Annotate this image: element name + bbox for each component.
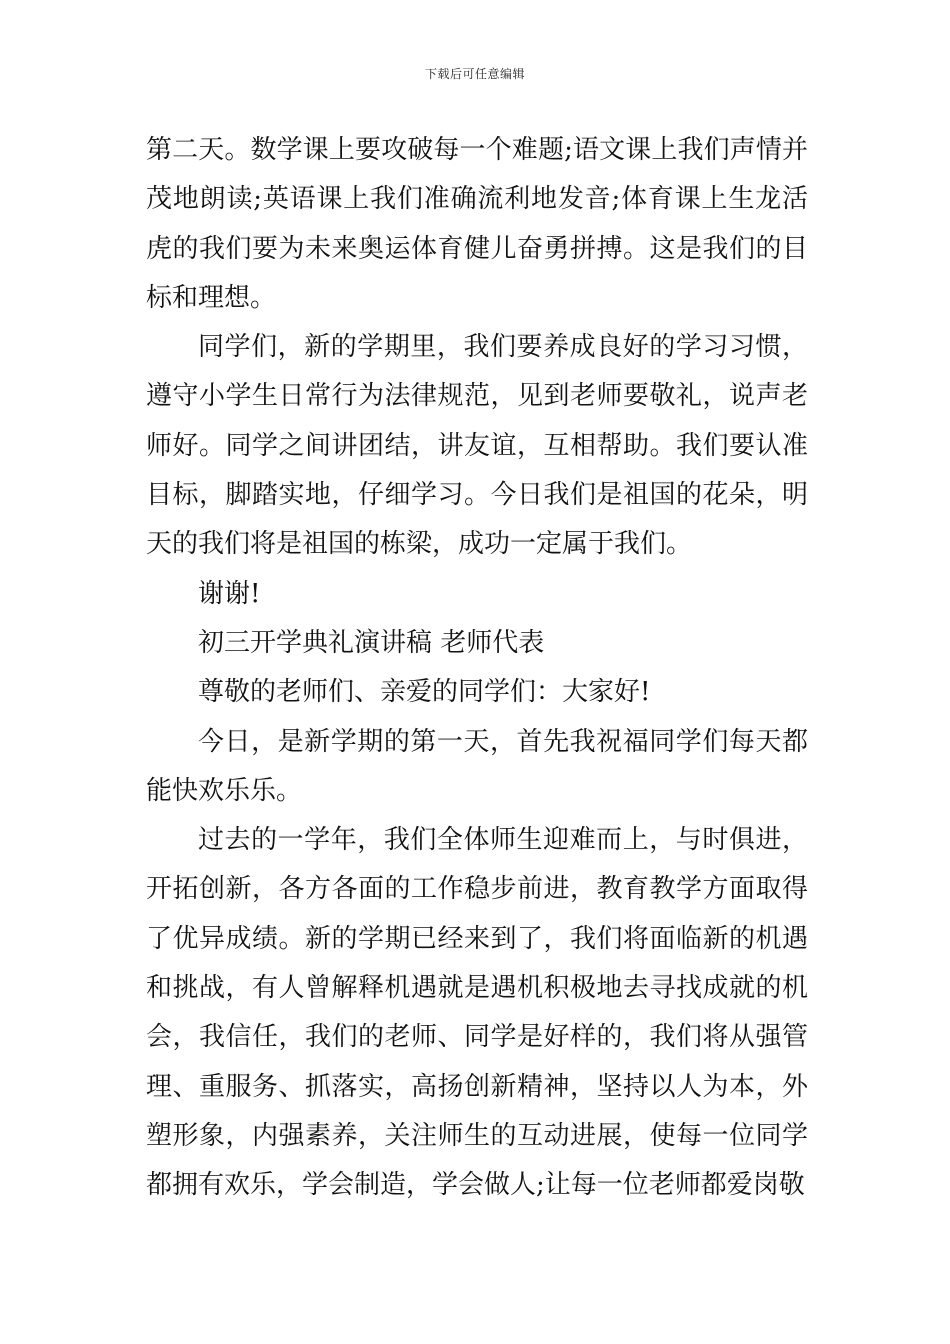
paragraph-3: 今日，是新学期的第一天，首先我祝福同学们每天都能快欢乐乐。 bbox=[146, 726, 808, 806]
paragraph-1: 第二天。数学课上要攻破每一个难题;语文课上我们声情并茂地朗读;英语课上我们准确流利地发音;体育课上生龙活虎的我们要为未来奥运体育健儿奋勇拼搏。这是我们的目标和理想。 bbox=[146, 135, 808, 313]
salutation: 尊敬的老师们、亲爱的同学们：大家好! bbox=[198, 677, 651, 708]
paragraph-thanks: 谢谢! bbox=[198, 578, 261, 609]
paragraph-2: 同学们，新的学期里，我们要养成良好的学习习惯，遵守小学生日常行为法律规范，见到老师要敬礼，说声老师好。同学之间讲团结，讲友谊，互相帮助。我们要认准目标，脚踏实地，仔细学习。今日我们是祖国的花朵，明天的我们将是祖国的栋梁，成功一定属于我们。 bbox=[146, 332, 808, 560]
paragraph-4: 过去的一学年，我们全体师生迎难而上，与时俱进，开拓创新，各方各面的工作稳步前进，教育教学方面取得了优异成绩。新的学期已经来到了，我们将面临新的机遇和挑战，有人曾解释机遇就是遇机积极地去寻找成就的机会，我信任，我们的老师、同学是好样的，我们将从强管理、重服务、抓落实，高扬创新精神，坚持以人为本，外塑形象，内强素养，关注师生的互动进展，使每一位同学都拥有欢乐，学会制造，学会做人;让每一位老师都爱岗敬 bbox=[146, 825, 808, 1201]
speech-title: 初三开学典礼演讲稿 老师代表 bbox=[198, 627, 545, 658]
page-header: 下载后可任意编辑 bbox=[424, 67, 525, 81]
document-body bbox=[146, 126, 808, 1211]
